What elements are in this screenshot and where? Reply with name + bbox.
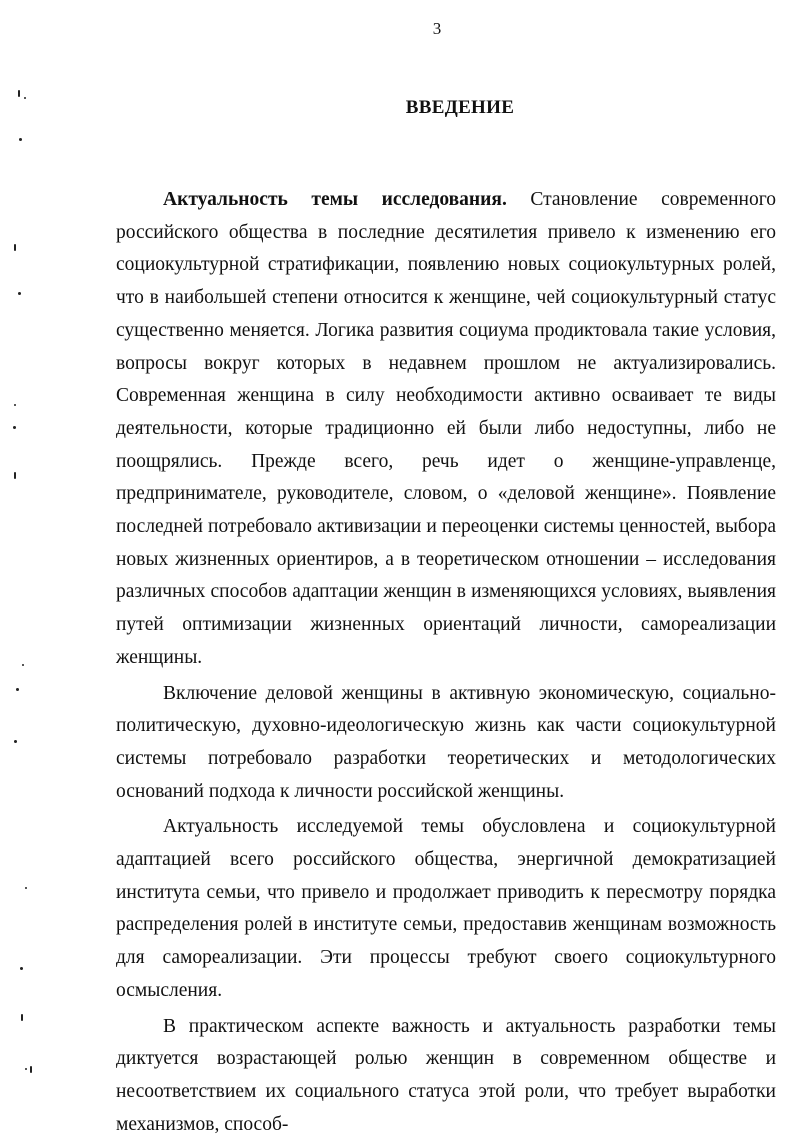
scan-speck <box>16 688 19 691</box>
scan-speck <box>14 404 16 406</box>
scan-speck <box>14 472 16 479</box>
scan-speck <box>25 1068 27 1070</box>
paragraph-1 <box>116 184 776 675</box>
page-heading: ВВЕДЕНИЕ <box>405 97 515 118</box>
paragraph-3: Актуальность исследуемой темы обусловлена и социокультурной адаптацией всего российского общества, энергичной демократизацией института семьи, что привело и продолжает приводить к пересмотру порядка распределения ролей в институте семьи, предоставив женщинам возможность для самореализации. Эти процессы требуют своего социокультурного осмысления. <box>116 816 776 1001</box>
scan-speck <box>18 90 20 97</box>
document-body <box>116 184 776 1144</box>
paragraph-2: Включение деловой женщины в активную экономическую, социально-политическую, духовно-идеологическую жизнь как части социокультурной системы потребовало разработки теоретических и методологических оснований подхода к личности российской женщины. <box>116 682 776 802</box>
scan-speck <box>14 244 16 251</box>
scan-speck <box>25 887 27 889</box>
page-number: 3 <box>432 19 442 38</box>
scan-speck <box>30 1066 32 1073</box>
paragraph-4: В практическом аспекте важность и актуальность разработки темы диктуется возрастающей ролью женщин в современном обществе и несоответствием их социального статуса этой роли, что требует выработки механизмов, способ- <box>116 1015 776 1135</box>
scan-speck <box>20 967 23 970</box>
scan-speck <box>13 426 16 429</box>
scan-speck <box>14 740 17 743</box>
paragraph-text: Становление современного российского общества в последние десятилетия привело к изменению его социокультурной стратификации, появлению новых социокультурных ролей, что в наибольшей степени относится к женщине, чей социокультурный статус существенно меняется. Логика развития социума продиктовала такие условия, вопросы вокруг которых в недавнем прошлом не актуализировались. Современная женщина в силу необходимости активно осваивает те виды деятельности, которые традиционно ей были либо недоступны, либо не поощрялись. Прежде всего, речь идет о женщине-управленце, предпринимателе, руководителе, словом, о «деловой женщине». Появление последней потребовало активизации и переоценки системы ценностей, выбора новых жизненных ориентиров, а в теоретическом отношении – исследования различных способов адаптации женщин в изменяющихся условиях, выявления путей оптимизации жизненных ориентаций личности, самореализации женщины. <box>116 189 776 668</box>
scan-speck <box>22 664 24 666</box>
paragraph-lead: Актуальность темы исследования. <box>163 189 507 210</box>
scan-speck <box>24 97 26 99</box>
scan-speck <box>19 138 22 141</box>
scan-speck <box>21 1014 23 1021</box>
scan-speck <box>18 292 21 295</box>
